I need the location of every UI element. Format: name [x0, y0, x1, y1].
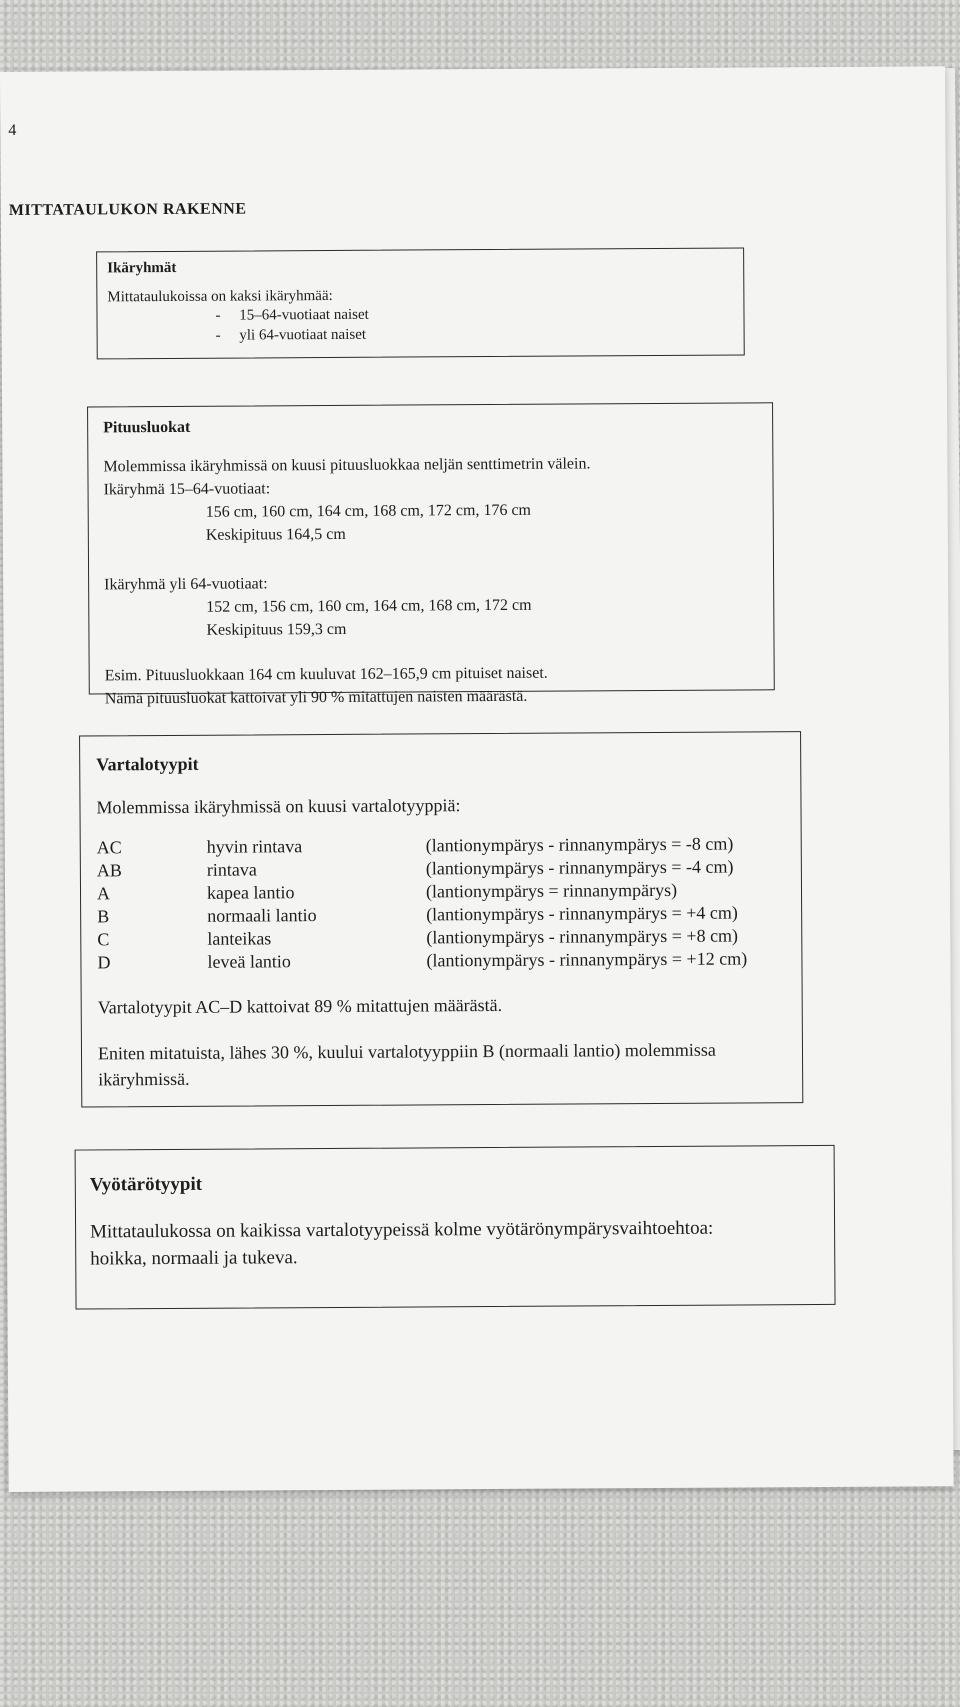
page-number: 4 [8, 121, 17, 139]
vartalo-code: C [97, 929, 110, 950]
vartalo-formula: (lantionympärys - rinnanympärys = +12 cm) [426, 948, 748, 971]
pituus-box [87, 402, 775, 708]
ika-title: Ikäryhmät [107, 259, 177, 277]
pituus-coverage: Nämä pituusluokat kattoivat yli 90 % mitattujen naisten määrästä. [104, 687, 528, 708]
vartalo-code: AC [96, 837, 122, 858]
pituus-group2-avg: Keskipituus 159,3 cm [206, 620, 347, 639]
pituus-group2-sizes: 152 cm, 156 cm, 160 cm, 164 cm, 168 cm, 172 cm [206, 596, 532, 616]
ika-item: - 15–64-vuotiaat naiset [215, 306, 369, 324]
pituus-group2-label: Ikäryhmä yli 64-vuotiaat: [104, 575, 268, 594]
vartalo-desc: lanteikas [207, 928, 272, 949]
page-heading: MITTATAULUKON RAKENNE [8, 200, 247, 219]
vartalo-desc: normaali lantio [207, 905, 317, 926]
vyotaro-line1: Mittataulukossa on kaikissa vartalotyypeissä kolme vyötärönympärysvaihtoehtoa: [90, 1217, 714, 1243]
vartalo-desc: leveä lantio [207, 951, 291, 972]
vartalo-code: B [97, 906, 110, 927]
vartalo-formula: (lantionympärys = rinnanympärys) [425, 879, 678, 902]
ika-box [96, 247, 745, 359]
pituus-group1-sizes: 156 cm, 160 cm, 164 cm, 168 cm, 172 cm, 176 cm [205, 501, 532, 521]
vartalo-title: Vartalotyypit [96, 753, 199, 775]
vartalo-desc: hyvin rintava [206, 836, 303, 857]
pituus-group1-avg: Keskipituus 164,5 cm [205, 525, 346, 544]
vyotaro-title: Vyötärötyypit [89, 1173, 203, 1196]
pituus-group1-label: Ikäryhmä 15–64-vuotiaat: [103, 480, 271, 499]
vartalo-intro: Molemmissa ikäryhmissä on kuusi vartalotyyppiä: [96, 795, 461, 818]
ika-item: - yli 64-vuotiaat naiset [215, 326, 367, 344]
vartalo-desc: kapea lantio [206, 882, 295, 903]
vartalo-formula: (lantionympärys - rinnanympärys = -8 cm) [425, 833, 734, 856]
vartalo-formula: (lantionympärys - rinnanympärys = +8 cm) [426, 925, 739, 948]
pituus-example: Esim. Pituusluokkaan 164 cm kuuluvat 162–165,9 cm pituiset naiset. [104, 664, 548, 685]
pituus-title: Pituusluokat [103, 418, 191, 437]
vartalo-table [97, 832, 748, 974]
vartalo-formula: (lantionympärys - rinnanympärys = +4 cm) [426, 902, 738, 925]
vartalo-desc: rintava [206, 859, 257, 880]
vartalo-most-common: Eniten mitatuista, lähes 30 %, kuului vartalotyyppiin B (normaali lantio) molemmissa ikäryhmissä. [97, 1039, 716, 1090]
vartalo-coverage: Vartalotyypit AC–D kattoivat 89 % mitattujen määrästä. [97, 994, 503, 1018]
vartalo-box [79, 731, 803, 1107]
document-page [0, 66, 954, 1492]
vyotaro-line2: hoikka, normaali ja tukeva. [90, 1247, 298, 1270]
vartalo-formula: (lantionympärys - rinnanympärys = -4 cm) [425, 856, 734, 879]
vartalo-code: A [96, 883, 111, 904]
vartalo-code: AB [96, 860, 122, 881]
ika-intro: Mittataulukoissa on kaksi ikäryhmää: [107, 287, 333, 306]
vyotaro-box [75, 1145, 836, 1310]
pituus-intro: Molemmissa ikäryhmissä on kuusi pituusluokkaa neljän senttimetrin välein. [103, 455, 591, 476]
vartalo-code: D [97, 952, 111, 973]
table-row [97, 947, 747, 974]
